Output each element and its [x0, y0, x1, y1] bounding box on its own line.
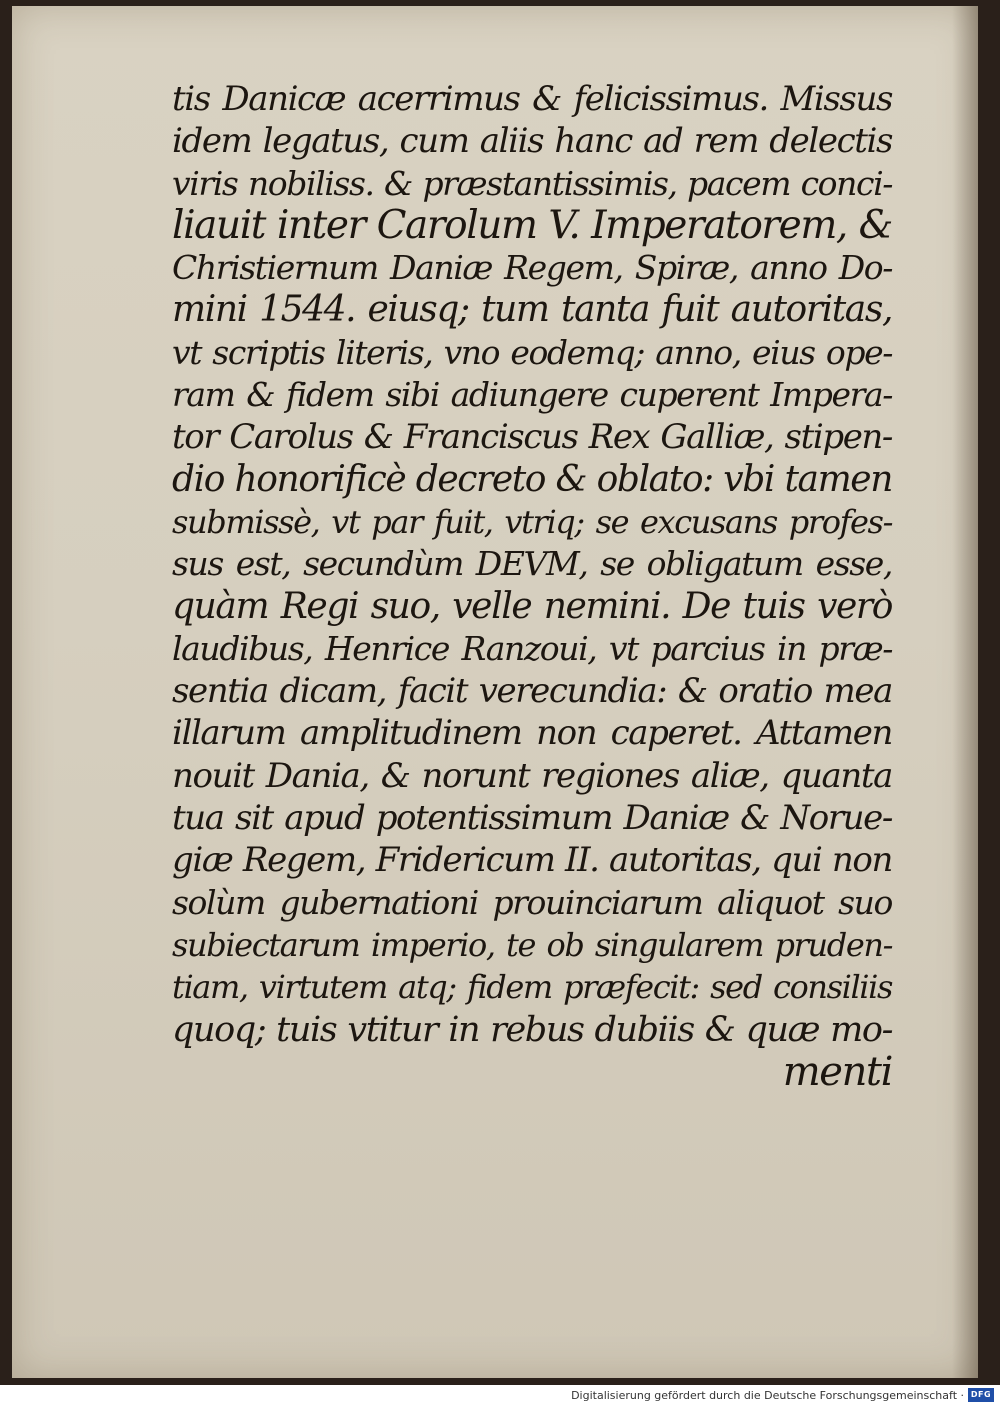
- text-line: solùm gubernationi prouinciarum aliquot suo: [172, 882, 892, 922]
- text-line: viris nobiliss. & præstantissimis, pacem conci-: [172, 163, 892, 203]
- text-line: quàm Regi suo, velle nemini. De tuis verò: [172, 585, 892, 627]
- text-line: sentia dicam, facit verecundia: & oratio mea: [172, 671, 892, 712]
- text-line: quoq; tuis vtitur in rebus dubiis & quæ mo-: [172, 1009, 892, 1050]
- footer-bar: [0, 1385, 1000, 1406]
- text-line: vt scriptis literis, vno eodemq; anno, eius ope-: [172, 332, 892, 372]
- text-line: tis Danicæ acerrimus & felicissimus. Missus: [172, 79, 892, 119]
- page-text-block: [172, 78, 892, 1093]
- text-line: giæ Regem, Fridericum II. autoritas, qui non: [172, 840, 892, 881]
- text-line: illarum amplitudinem non caperet. Attamen: [172, 713, 892, 754]
- text-line: idem legatus, cum aliis hanc ad rem delectis: [172, 121, 892, 162]
- text-line: mini 1544. eiusq; tum tanta fuit autoritas,: [172, 289, 892, 331]
- text-line: subiectarum imperio, te ob singularem pruden-: [172, 925, 892, 964]
- text-line: tua sit apud potentissimum Daniæ & Norue-: [172, 798, 892, 839]
- catchword: menti: [782, 1048, 892, 1095]
- text-line: ram & fidem sibi adiungere cuperent Impera-: [172, 375, 892, 415]
- text-line: tiam, virtutem atq; fidem præfecit: sed consiliis: [172, 968, 892, 1007]
- text-line: submissè, vt par fuit, vtriq; se excusans profes-: [172, 502, 892, 541]
- text-line: nouit Dania, & norunt regiones aliæ, quanta: [172, 755, 892, 796]
- text-line: laudibus, Henrice Ranzoui, vt parcius in præ-: [172, 628, 892, 668]
- text-line: tor Carolus & Franciscus Rex Galliæ, stipen-: [172, 417, 892, 458]
- text-line: sus est, secundùm DEVM, se obligatum esse,: [172, 544, 892, 584]
- text-line: dio honorificè decreto & oblato: vbi tamen: [172, 458, 892, 500]
- text-line: liauit inter Carolum V. Imperatorem, &: [172, 202, 892, 248]
- dfg-logo-icon: DFG: [968, 1388, 994, 1402]
- funding-credit: Digitalisierung gefördert durch die Deutsche Forschungsgemeinschaft ·: [571, 1389, 964, 1402]
- text-line: Christiernum Daniæ Regem, Spiræ, anno Do-: [172, 248, 892, 288]
- book-page: [12, 6, 978, 1378]
